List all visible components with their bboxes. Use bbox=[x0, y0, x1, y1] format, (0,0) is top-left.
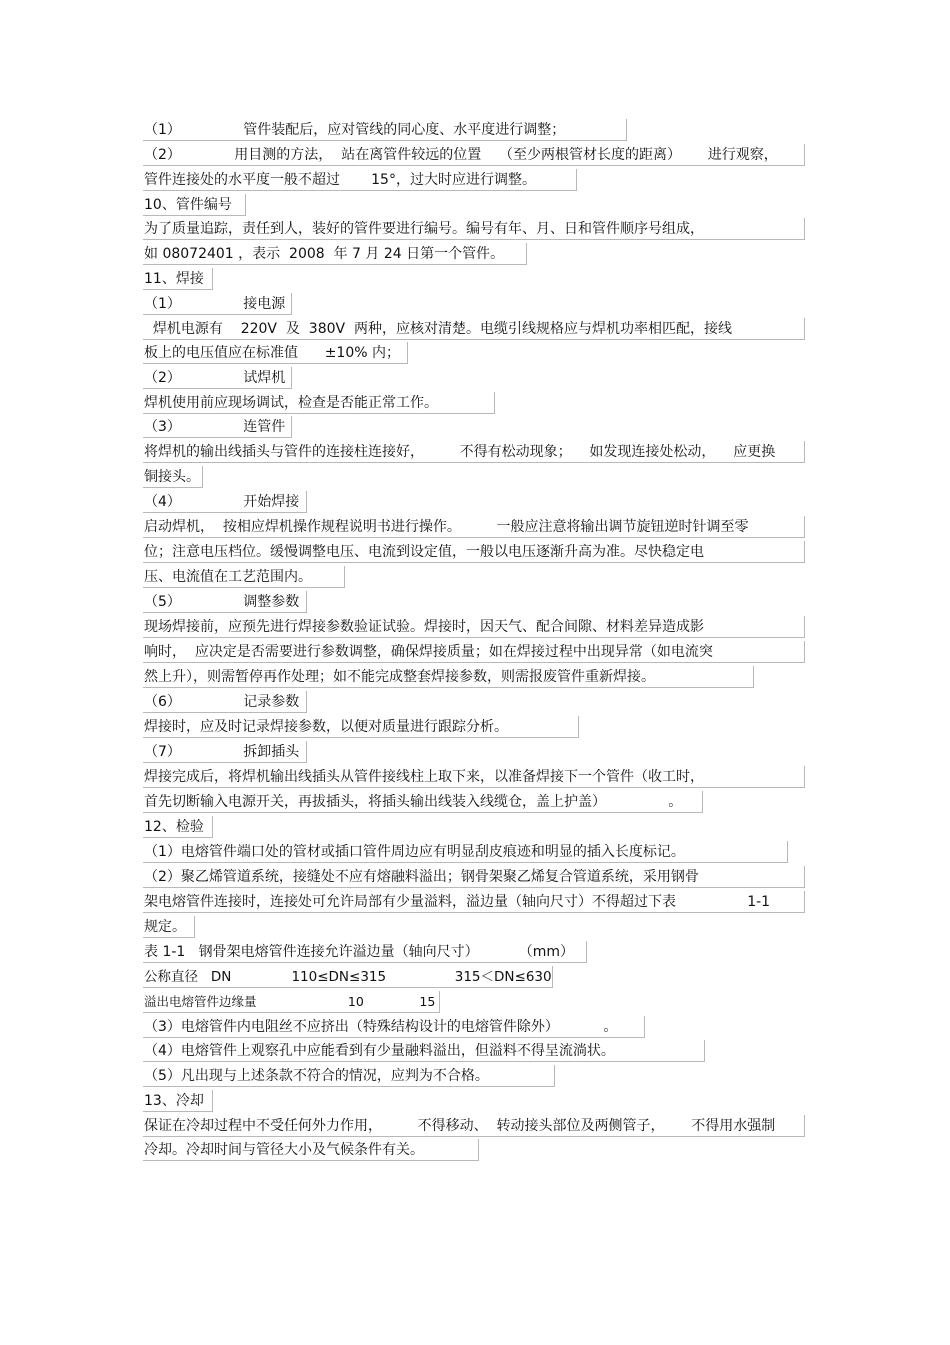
subsection-heading: （7） 拆卸插头 bbox=[143, 741, 307, 763]
text-line: 铜接头。 bbox=[143, 466, 203, 488]
text-line: 架电熔管件连接时，连接处可允许局部有少量溢料，溢边量（轴向尺寸）不得超过下表 1-1 bbox=[143, 891, 805, 913]
subsection-heading: （1） 接电源 bbox=[143, 293, 292, 315]
section-heading: 10、管件编号 bbox=[143, 194, 246, 216]
text-line: 然上升），则需暂停再作处理；如不能完成整套焊接参数，则需报废管件重新焊接。 bbox=[143, 666, 754, 688]
text-line: 位；注意电压档位。缓慢调整电压、电流到设定值，一般以电压逐渐升高为准。尽快稳定电 bbox=[143, 541, 805, 563]
text-line: 首先切断输入电源开关，再拔插头，将插头输出线装入线缆仓，盖上护盖） 。 bbox=[143, 791, 703, 813]
text-line: 启动焊机， 按相应焊机操作规程说明书进行操作。 一般应注意将输出调节旋钮逆时针调至零 bbox=[143, 516, 805, 538]
text-line: 焊机电源有 220V 及 380V 两种，应核对清楚。电缆引线规格应与焊机功率相匹配，接线 bbox=[143, 318, 805, 340]
text-line: 为了质量追踪，责任到人，装好的管件要进行编号。编号有年、月、日和管件顺序号组成， bbox=[143, 218, 805, 240]
text-line: 冷却。冷却时间与管径大小及气候条件有关。 bbox=[143, 1139, 479, 1161]
text-line: 保证在冷却过程中不受任何外力作用， 不得移动、 转动接头部位及两侧管子， 不得用水强制 bbox=[143, 1115, 805, 1137]
section-heading: 11、焊接 bbox=[143, 268, 213, 290]
text-line: 压、电流值在工艺范围内。 bbox=[143, 566, 345, 588]
subsection-heading: （4） 开始焊接 bbox=[143, 491, 307, 513]
text-line: 规定。 bbox=[143, 916, 195, 938]
text-line: 如 08072401 ，表示 2008 年 7 月 24 日第一个管件。 bbox=[143, 243, 527, 265]
table-row: 公称直径 DN 110≤DN≤315 315＜DN≤630 bbox=[143, 966, 553, 988]
text-line: 焊接时，应及时记录焊接参数，以便对质量进行跟踪分析。 bbox=[143, 716, 579, 738]
text-line: 管件连接处的水平度一般不超过 15°，过大时应进行调整。 bbox=[143, 169, 577, 191]
subsection-heading: （2） 试焊机 bbox=[143, 367, 292, 389]
table-caption: 表 1-1 钢骨架电熔管件连接允许溢边量（轴向尺寸） （mm） bbox=[143, 941, 587, 963]
text-line: 焊接完成后，将焊机输出线插头从管件接线柱上取下来，以准备焊接下一个管件（收工时， bbox=[143, 766, 805, 788]
table-row: 溢出电熔管件边缘量 10 15 bbox=[143, 991, 440, 1013]
text-line: 板上的电压值应在标准值 ±10% 内； bbox=[143, 342, 408, 364]
text-line: （2） 用目测的方法， 站在离管件较远的位置 （至少两根管材长度的距离） 进行观察， bbox=[143, 144, 805, 166]
text-line: （2）聚乙烯管道系统，接缝处不应有熔融料溢出；钢骨架聚乙烯复合管道系统，采用钢骨 bbox=[143, 866, 805, 888]
text-line: 焊机使用前应现场调试，检查是否能正常工作。 bbox=[143, 392, 495, 414]
text-line: （5）凡出现与上述条款不符合的情况，应判为不合格。 bbox=[143, 1065, 555, 1087]
section-heading: 13、冷却 bbox=[143, 1090, 213, 1112]
text-line: （4）电熔管件上观察孔中应能看到有少量融料溢出，但溢料不得呈流淌状。 bbox=[143, 1040, 705, 1062]
subsection-heading: （6） 记录参数 bbox=[143, 691, 307, 713]
text-line: （3）电熔管件内电阻丝不应挤出（特殊结构设计的电熔管件除外） 。 bbox=[143, 1016, 645, 1038]
subsection-heading: （3） 连管件 bbox=[143, 416, 292, 438]
text-line: 现场焊接前，应预先进行焊接参数验证试验。焊接时，因天气、配合间隙、材料差异造成影 bbox=[143, 616, 805, 638]
subsection-heading: （5） 调整参数 bbox=[143, 591, 307, 613]
text-line: （1）电熔管件端口处的管材或插口管件周边应有明显刮皮痕迹和明显的插入长度标记。 bbox=[143, 841, 788, 863]
text-line: 将焊机的输出线插头与管件的连接柱连接好， 不得有松动现象； 如发现连接处松动， 应更换 bbox=[143, 441, 805, 463]
text-line: （1） 管件装配后，应对管线的同心度、水平度进行调整； bbox=[143, 119, 627, 141]
text-line: 响时， 应决定是否需要进行参数调整，确保焊接质量；如在焊接过程中出现异常（如电流突 bbox=[143, 641, 805, 663]
section-heading: 12、检验 bbox=[143, 816, 213, 838]
